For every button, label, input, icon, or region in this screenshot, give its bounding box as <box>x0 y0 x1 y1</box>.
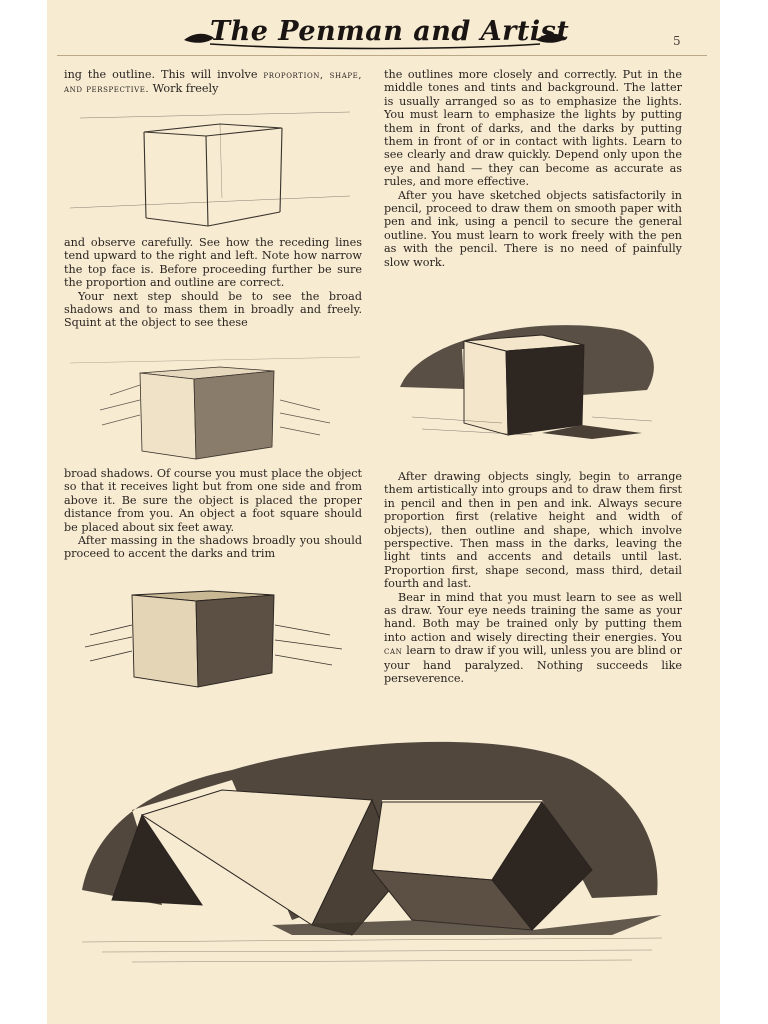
left-paragraph-3: Your next step should be to see the broad shadows and to mass them in broadly and freely. Squint at the object to see these <box>64 289 362 330</box>
left-paragraph-4: broad shadows. Of course you must place the object so that it receives light but from one side and from above it. Be sure the object is placed the proper distance from you. An object a foot square should be placed about six feet away. <box>64 467 362 534</box>
page-number: 5 <box>673 34 681 48</box>
cube-pen-ink-illustration <box>392 305 672 445</box>
left-paragraph-2: and observe carefully. See how the receding lines tend upward to the right and left. Note how narrow the top face is. Before proceeding further be sure the proportion and outline are correct. <box>64 236 362 290</box>
cube-outline-illustration <box>70 108 360 228</box>
left-text-block-1 <box>64 68 362 97</box>
right-paragraph-2: After you have sketched objects satisfactorily in pencil, proceed to draw them on smooth paper with pen and ink, using a pencil to secure the general outline. You must learn to work freely with the pen as with the pencil. There is no need of painfully slow work. <box>384 188 682 269</box>
left-block1-lead: ing the outline. This will involve <box>64 68 264 81</box>
left-paragraph-5: After massing in the shadows broadly you should proceed to accent the darks and trim <box>64 534 362 561</box>
right-paragraph-3: After drawing objects singly, begin to arrange them artistically into groups and to draw them first in pencil and then in pen and ink. Always secure proportion first (relative height and width of objects), then outline and shape, which involve perspective. Then mass in the darks, leaving the light tints and accents and details until last. Proportion first, shape second, mass third, detail fourth and last. <box>384 470 682 591</box>
left-text-block-3 <box>64 467 362 561</box>
right-block4-tail: learn to draw if you will, unless you are blind or your hand paralyzed. Nothing succeeds like perseverence. <box>384 644 682 686</box>
group-of-blocks-illustration <box>72 720 672 970</box>
left-text-block-2 <box>64 236 362 330</box>
right-block4-smallcaps: can <box>384 646 403 658</box>
left-block1-smallcaps: proportion, shape, and perspective. <box>64 70 362 96</box>
right-text-block-2 <box>384 470 682 686</box>
cube-accented-illustration <box>70 585 360 695</box>
cube-shadow-mass-illustration <box>70 355 360 465</box>
right-paragraph-1: the outlines more closely and correctly. Put in the middle tones and tints and background. The latter is usually arranged so as to emphasize the lights. You must learn to emphasize the lights by putting them in front of darks, and the darks by putting them in front of or in contact with lights. Learn to see clearly and draw quickly. Depend only upon the eye and hand — they can become as accurate as rules, and more effective. <box>384 68 682 189</box>
right-text-block-1 <box>384 68 682 269</box>
right-block4-lead: Bear in mind that you must learn to see as well as draw. Your eye needs training the same as your hand. Both may be trained only by putting them into action and wisely directing their energies. You <box>384 590 682 644</box>
masthead <box>180 14 570 54</box>
masthead-title: The Penman and Artist <box>210 16 570 47</box>
left-block1-tail: Work freely <box>149 82 219 96</box>
header-rule <box>57 55 707 56</box>
